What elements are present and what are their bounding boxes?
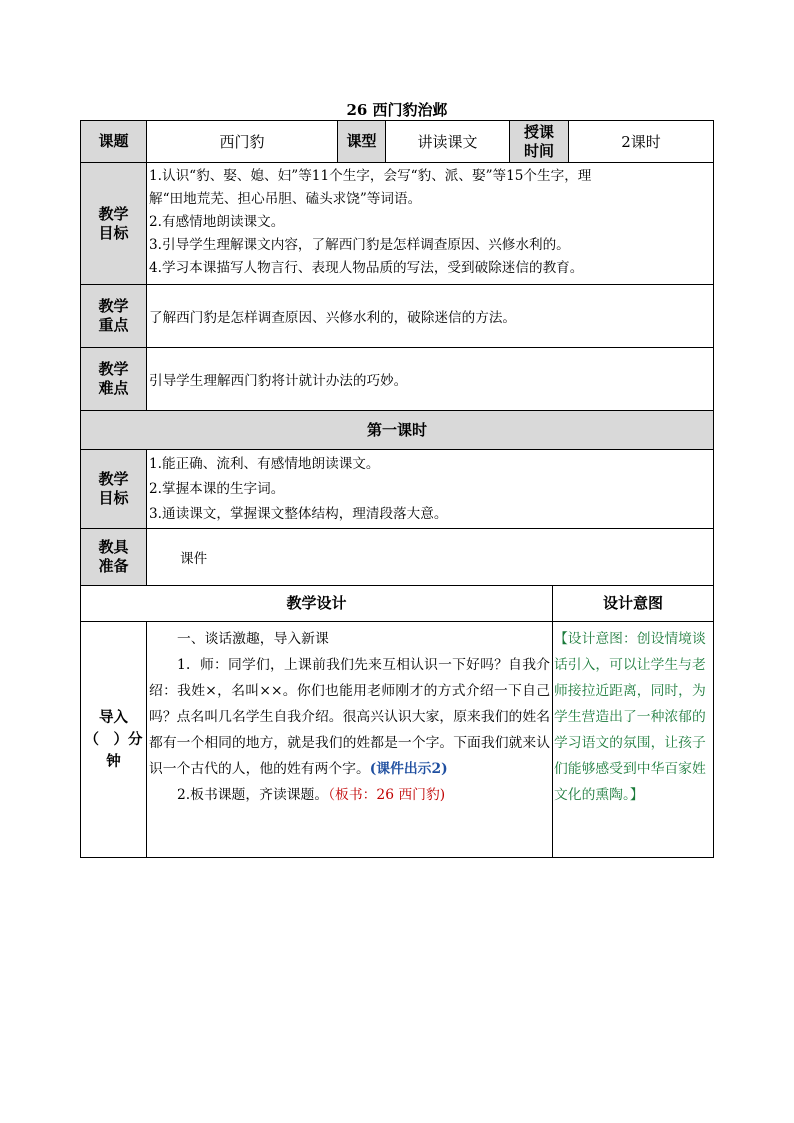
- intro-label-line1: 导入: [99, 708, 128, 726]
- intro-paragraph-1: [149, 652, 550, 782]
- intent-header: 设计意图: [602, 594, 663, 612]
- time-label-cell: [509, 120, 569, 163]
- tools-content-cell: [146, 528, 714, 586]
- intro-para1-text: 1．师：同学们，上课前我们先来互相认识一下好吗？自我介绍：我姓×，名叫××。你们也能用老师刚才的方式介绍一下自己吗？点名叫几名学生自我介绍。很高兴认识大家，原来我们的姓名都有一个相同的地方，就是我们的姓都是一个字。下面我们就来认识一个古代的人，他的姓有两个字。: [149, 657, 550, 777]
- intro-label-cell: [80, 621, 147, 858]
- section-title: 第一课时: [366, 420, 427, 439]
- intro-heading: 一、谈话激趣，导入新课: [177, 631, 329, 647]
- tools-label-cell: [80, 528, 147, 586]
- design-header: 教学设计: [286, 594, 347, 612]
- lesson-goal-line: 1.能正确、流利、有感情地朗读课文。: [149, 456, 380, 472]
- intro-intent-text: 【设计意图：创设情境谈话引入，可以让学生与老师接拉近距离，同时，为学生营造出了一种浓郁的学习语文的氛围，让孩子们能够感受到中华百家姓文化的熏陶。】: [554, 631, 706, 803]
- difficulties-label-cell: [80, 347, 147, 411]
- section-banner: [80, 410, 714, 450]
- topic-label: 课题: [98, 132, 129, 150]
- difficulties-label-line2: 难点: [98, 379, 129, 397]
- time-label-line1: 授课: [523, 122, 554, 141]
- lesson-goals-label-line1: 教学: [98, 470, 129, 488]
- difficulties-text: 引导学生理解西门豹将计就计办法的巧妙。: [149, 373, 408, 389]
- difficulties-content-cell: [146, 347, 714, 411]
- lesson-goal-line: 2.掌握本课的生字词。: [149, 481, 285, 497]
- keypoints-content-cell: [146, 284, 714, 348]
- keypoints-text: 了解西门豹是怎样调查原因、兴修水利的，破除迷信的方法。: [149, 310, 517, 326]
- intro-para2-text: 2.板书课题，齐读课题。: [177, 787, 329, 803]
- type-value: 讲读课文: [417, 133, 478, 151]
- lesson-goal-line: 3.通读课文，掌握课文整体结构，理清段落大意。: [149, 506, 448, 522]
- intro-label-line2: （ ）分: [84, 730, 143, 748]
- goals-label-line2: 目标: [98, 223, 129, 242]
- intro-design-cell: [146, 621, 553, 858]
- time-value: 2课时: [621, 133, 661, 151]
- lesson-plan-table: [80, 120, 714, 858]
- type-value-cell: [385, 120, 510, 163]
- lesson-goals-label-cell: [80, 449, 147, 529]
- goals-content-cell: [146, 162, 714, 285]
- time-value-cell: [568, 120, 714, 163]
- goal-line: 3.引导学生理解课文内容，了解西门豹是怎样调查原因、兴修水利的。: [149, 237, 570, 253]
- keypoints-label-line2: 重点: [98, 316, 129, 334]
- topic-label-cell: [80, 120, 147, 163]
- topic-value: 西门豹: [219, 133, 265, 151]
- tools-text: 课件: [180, 551, 208, 567]
- tools-label-line1: 教具: [98, 538, 129, 556]
- courseware-note: (课件出示2): [369, 761, 448, 777]
- tools-label-line2: 准备: [98, 557, 129, 575]
- type-label: 课型: [346, 132, 377, 150]
- topic-value-cell: [146, 120, 338, 163]
- goals-label-line1: 教学: [98, 204, 129, 223]
- design-header-cell: [80, 585, 553, 622]
- intent-header-cell: [552, 585, 714, 622]
- intro-intent-cell: [552, 621, 714, 858]
- keypoints-label-cell: [80, 284, 147, 348]
- keypoints-label-line1: 教学: [98, 297, 129, 315]
- difficulties-label-line1: 教学: [98, 360, 129, 378]
- goal-line: 2.有感情地朗读课文。: [149, 214, 285, 230]
- goal-line: 4.学习本课描写人物言行、表现人物品质的写法，受到破除迷信的教育。: [149, 260, 584, 276]
- lesson-goals-content-cell: [146, 449, 714, 529]
- goals-label-cell: [80, 162, 147, 285]
- intro-label-line3: 钟: [106, 752, 121, 770]
- type-label-cell: [337, 120, 386, 163]
- intro-paragraph-2: [149, 782, 550, 808]
- goal-line: 解“田地荒芜、担心吊胆、磕头求饶”等词语。: [149, 191, 422, 207]
- document-title: 26 西门豹治邺: [346, 101, 448, 119]
- lesson-goals-label-line2: 目标: [98, 489, 129, 507]
- blackboard-note: （板书：26 西门豹): [328, 787, 446, 803]
- time-label-line2: 时间: [523, 141, 554, 160]
- goal-line: 1.认识“豹、娶、媳、妇”等11个生字，会写“豹、派、娶”等15个生字，理: [149, 168, 592, 184]
